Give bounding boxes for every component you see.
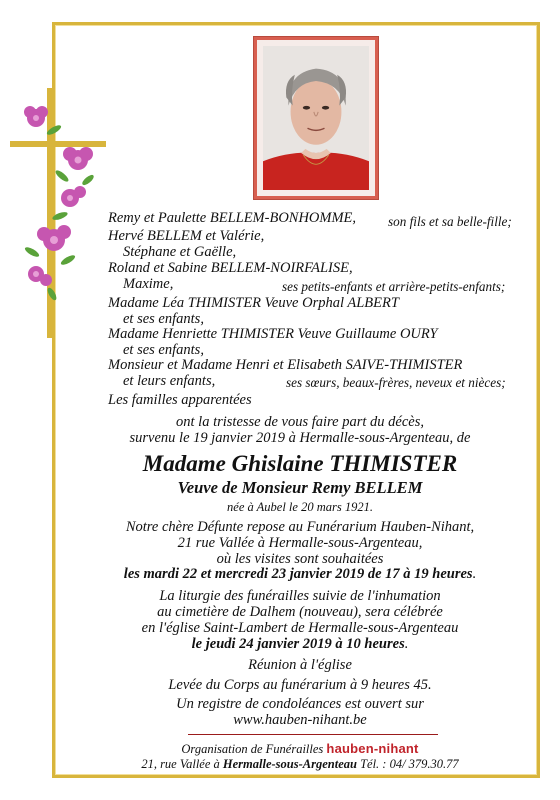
family-line: Madame Léa THIMISTER Veuve Orphal ALBERT — [108, 295, 399, 311]
liturgy-date-bold: le jeudi 24 janvier 2019 à 10 heures — [191, 636, 405, 652]
liturgy-line: au cimetière de Dalhem (nouveau), sera célébrée — [157, 604, 443, 620]
family-line: Remy et Paulette BELLEM-BONHOMME, — [108, 210, 357, 226]
relation-grandchildren: ses petits-enfants et arrière-petits-enfants; — [282, 279, 506, 294]
visit-line: Notre chère Défunte repose au Funérarium Hauben-Nihant, — [125, 519, 475, 535]
deceased-born: née à Aubel le 20 mars 1921. — [227, 500, 373, 514]
meeting-line: Réunion à l'église — [248, 657, 352, 673]
family-line: Maxime, — [123, 276, 174, 292]
deceased-widow: Veuve de Monsieur Remy BELLEM — [177, 478, 423, 497]
visit-times: les mardi 22 et mercredi 23 janvier 2019 de 17 à 19 heures. — [123, 566, 477, 582]
footer-phone: Tél. : 04/ 379.30.77 — [360, 757, 459, 771]
liturgy-line: en l'église Saint-Lambert de Hermalle-sous-Argenteau — [141, 620, 459, 636]
family-line: et ses enfants, — [123, 311, 204, 327]
register-url[interactable]: www.hauben-nihant.be — [233, 712, 367, 728]
deceased-name: Madame Ghislaine THIMISTER — [142, 451, 458, 476]
relation-siblings: ses sœurs, beaux-frères, neveux et nièces; — [286, 375, 506, 390]
register-line: Un registre de condoléances est ouvert sur — [176, 696, 424, 712]
visit-times-bold: les mardi 22 et mercredi 23 janvier 2019 de 17 à 19 heures — [123, 566, 473, 582]
family-line: Stéphane et Gaëlle, — [123, 244, 237, 260]
visit-line: 21 rue Vallée à Hermalle-sous-Argenteau, — [177, 535, 423, 551]
family-line: Hervé BELLEM et Valérie, — [108, 228, 265, 244]
portrait-photo — [263, 46, 369, 190]
footer-organisation: Organisation de Funérailles hauben-nihant — [181, 741, 419, 756]
family-line: Roland et Sabine BELLEM-NOIRFALISE, — [108, 260, 353, 276]
levee-line: Levée du Corps au funérarium à 9 heures 45. — [168, 677, 432, 693]
liturgy-date: le jeudi 24 janvier 2019 à 10 heures. — [191, 636, 409, 652]
footer-divider — [188, 734, 438, 735]
relation-son: son fils et sa belle-fille; — [388, 214, 512, 229]
visit-line: où les visites sont souhaitées — [216, 551, 384, 567]
liturgy-line: La liturgie des funérailles suivie de l'inhumation — [159, 588, 441, 604]
announce-line: survenu le 19 janvier 2019 à Hermalle-sous-Argenteau, de — [129, 430, 471, 446]
family-line: Monsieur et Madame Henri et Elisabeth SAIVE-THIMISTER — [108, 357, 463, 373]
family-line: et ses enfants, — [123, 342, 204, 358]
flower-cross-icon — [8, 88, 108, 338]
footer-address: 21, rue Vallée à Hermalle-sous-Argenteau Tél. : 04/ 379.30.77 — [141, 757, 459, 771]
announce-line: ont la tristesse de vous faire part du décès, — [176, 414, 424, 430]
brand-logo: hauben-nihant — [326, 741, 419, 756]
family-line: et leurs enfants, — [123, 373, 216, 389]
family-line: Madame Henriette THIMISTER Veuve Guillaume OURY — [108, 326, 438, 342]
portrait-frame — [254, 37, 378, 199]
family-line: Les familles apparentées — [108, 392, 252, 408]
